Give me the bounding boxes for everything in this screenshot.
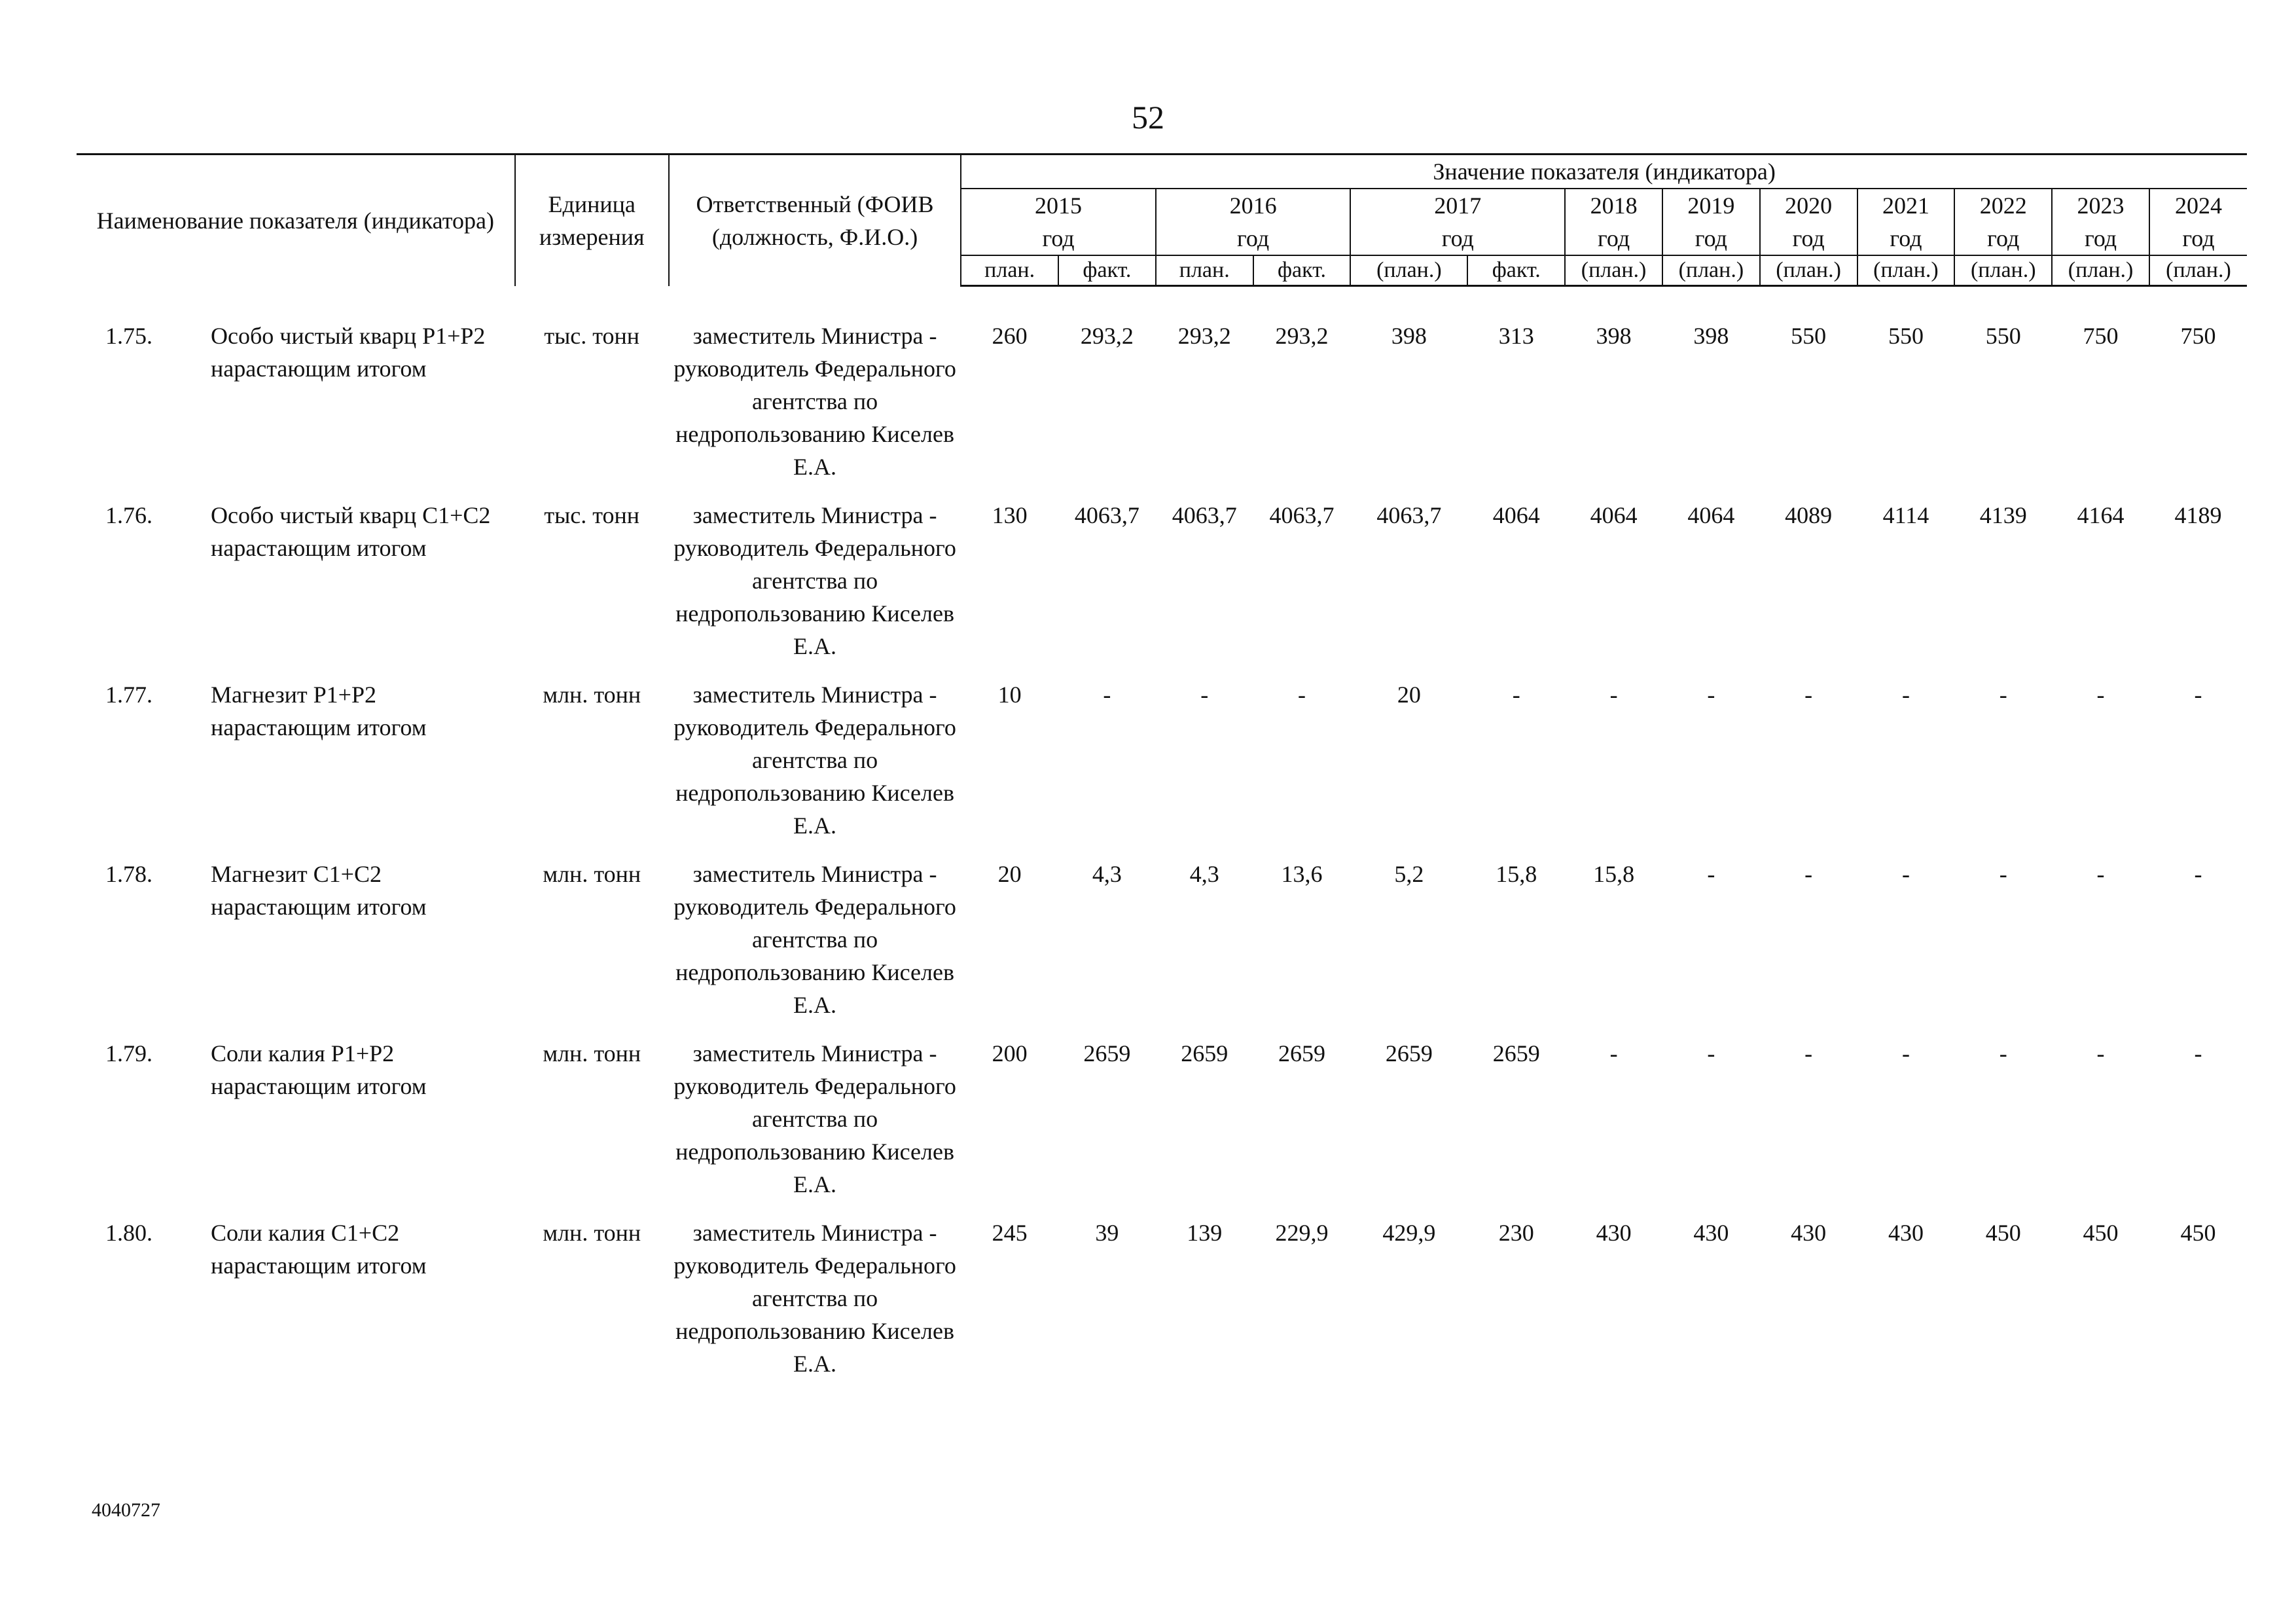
row-number: 1.79.	[105, 1040, 152, 1067]
value-cell: -	[2194, 682, 2202, 708]
value-cell: 2659	[1083, 1040, 1131, 1067]
page-number: 52	[1132, 99, 1164, 136]
value-cell: 2659	[1492, 1040, 1540, 1067]
value-cell: 230	[1498, 1220, 1534, 1246]
value-cell: -	[1707, 861, 1715, 887]
value-cell: -	[1901, 1040, 1910, 1067]
header-year-2022: 2022 год	[1954, 189, 2052, 255]
subheader-cell: факт.	[1058, 255, 1156, 286]
value-cell: 13,6	[1281, 861, 1323, 887]
responsible-cell: заместитель Министра - руководитель Федерального агентства по недропользованию Киселев Е.А.	[673, 1040, 956, 1197]
value-cell: -	[1103, 682, 1111, 708]
value-cell: 130	[992, 502, 1028, 528]
header-responsible	[669, 155, 961, 286]
value-cell: -	[2194, 861, 2202, 887]
value-cell: 260	[992, 323, 1028, 349]
header-year-2024: 2024 год	[2149, 189, 2247, 255]
value-cell: 200	[992, 1040, 1028, 1067]
value-cell: 398	[1596, 323, 1632, 349]
value-cell: 4063,7	[1269, 502, 1335, 528]
value-cell: 2659	[1278, 1040, 1326, 1067]
value-cell: 4114	[1882, 502, 1929, 528]
table-row	[77, 499, 2247, 678]
value-cell: 4063,7	[1172, 502, 1237, 528]
subheader-cell: (план.)	[1857, 255, 1955, 286]
header-unit-text: Единица измерения	[539, 191, 645, 250]
value-cell: 2659	[1385, 1040, 1433, 1067]
value-cell: -	[1901, 682, 1910, 708]
subheader-cell: (план.)	[1760, 255, 1857, 286]
value-cell: 430	[1888, 1220, 1924, 1246]
value-cell: 15,8	[1593, 861, 1635, 887]
header-year-2016: 2016 год	[1156, 189, 1351, 255]
value-cell: 4064	[1687, 502, 1735, 528]
indicator-name: Соли калия P1+P2 нарастающим итогом	[211, 1040, 427, 1099]
header-name	[77, 155, 515, 286]
row-number: 1.78.	[105, 861, 152, 887]
responsible-cell: заместитель Министра - руководитель Федерального агентства по недропользованию Киселев Е.А.	[673, 502, 956, 659]
header-responsible-text: Ответственный (ФОИВ (должность, Ф.И.О.)	[696, 191, 934, 250]
unit-cell: млн. тонн	[543, 861, 641, 887]
indicator-name: Соли калия C1+C2 нарастающим итогом	[211, 1220, 427, 1279]
value-cell: 20	[1397, 682, 1421, 708]
subheader-cell: факт.	[1253, 255, 1351, 286]
value-cell: 550	[1791, 323, 1827, 349]
subheader-cell: факт.	[1467, 255, 1565, 286]
value-cell: 313	[1498, 323, 1534, 349]
value-cell: -	[2096, 1040, 2105, 1067]
unit-cell: тыс. тонн	[544, 502, 640, 528]
value-cell: -	[2194, 1040, 2202, 1067]
value-cell: 430	[1596, 1220, 1632, 1246]
value-cell: 398	[1693, 323, 1729, 349]
header-year-2017: 2017 год	[1350, 189, 1565, 255]
value-cell: 5,2	[1394, 861, 1424, 887]
value-cell: 398	[1391, 323, 1427, 349]
row-number: 1.76.	[105, 502, 152, 528]
value-cell: -	[1999, 682, 2007, 708]
value-cell: 293,2	[1080, 323, 1134, 349]
value-cell: 450	[2083, 1220, 2119, 1246]
value-cell: -	[1999, 861, 2007, 887]
value-cell: 750	[2083, 323, 2119, 349]
value-cell: 4064	[1590, 502, 1638, 528]
value-cell: 430	[1693, 1220, 1729, 1246]
value-cell: 15,8	[1496, 861, 1537, 887]
subheader-cell: (план.)	[1350, 255, 1467, 286]
value-cell: 2659	[1181, 1040, 1229, 1067]
value-cell: 4089	[1785, 502, 1833, 528]
responsible-cell: заместитель Министра - руководитель Федерального агентства по недропользованию Киселев Е.А.	[673, 1220, 956, 1377]
table-row	[77, 1037, 2247, 1216]
header-year-2021: 2021 год	[1857, 189, 1955, 255]
value-cell: 750	[2180, 323, 2216, 349]
value-cell: 20	[997, 861, 1022, 887]
value-cell: -	[1804, 861, 1813, 887]
value-cell: 430	[1791, 1220, 1827, 1246]
subheader-cell: (план.)	[2052, 255, 2149, 286]
subheader-cell: план.	[1156, 255, 1253, 286]
value-cell: 39	[1095, 1220, 1119, 1246]
table-body	[77, 286, 2247, 1396]
unit-cell: млн. тонн	[543, 1220, 641, 1246]
table-header	[77, 155, 2247, 286]
table-row	[77, 678, 2247, 858]
header-year-2015: 2015 год	[961, 189, 1156, 255]
value-cell: 450	[2180, 1220, 2216, 1246]
indicator-name: Магнезит C1+C2 нарастающим итогом	[211, 861, 427, 920]
value-cell: -	[1609, 682, 1618, 708]
footer-code: 4040727	[92, 1499, 160, 1521]
subheader-cell: (план.)	[1954, 255, 2052, 286]
subheader-cell: план.	[961, 255, 1058, 286]
header-year-2019: 2019 год	[1662, 189, 1760, 255]
value-cell: 4,3	[1189, 861, 1219, 887]
responsible-cell: заместитель Министра - руководитель Федерального агентства по недропользованию Киселев Е.А.	[673, 682, 956, 839]
row-number: 1.77.	[105, 682, 152, 708]
value-cell: -	[1512, 682, 1520, 708]
responsible-cell: заместитель Министра - руководитель Федерального агентства по недропользованию Киселев Е.А.	[673, 323, 956, 480]
value-cell: -	[1707, 682, 1715, 708]
value-cell: -	[1200, 682, 1209, 708]
header-year-2018: 2018 год	[1565, 189, 1662, 255]
subheader-cell: (план.)	[2149, 255, 2247, 286]
value-cell: 4,3	[1092, 861, 1122, 887]
value-cell: -	[2096, 861, 2105, 887]
row-number: 1.80.	[105, 1220, 152, 1246]
unit-cell: млн. тонн	[543, 1040, 641, 1067]
header-unit	[515, 155, 669, 286]
value-cell: 4063,7	[1376, 502, 1442, 528]
header-values-group: Значение показателя (индикатора)	[961, 155, 2247, 189]
indicator-table	[77, 153, 2247, 1396]
responsible-cell: заместитель Министра - руководитель Федерального агентства по недропользованию Киселев Е.А.	[673, 861, 956, 1018]
value-cell: 229,9	[1275, 1220, 1329, 1246]
value-cell: 4063,7	[1074, 502, 1139, 528]
value-cell: -	[1901, 861, 1910, 887]
value-cell: -	[1609, 1040, 1618, 1067]
header-year-2023: 2023 год	[2052, 189, 2149, 255]
value-cell: 450	[1985, 1220, 2021, 1246]
header-year-2020: 2020 год	[1760, 189, 1857, 255]
value-cell: 550	[1888, 323, 1924, 349]
value-cell: 245	[992, 1220, 1028, 1246]
value-cell: 429,9	[1382, 1220, 1436, 1246]
indicator-name: Магнезит P1+P2 нарастающим итогом	[211, 682, 427, 740]
value-cell: 4164	[2077, 502, 2125, 528]
value-cell: -	[1999, 1040, 2007, 1067]
value-cell: 10	[997, 682, 1022, 708]
table-row	[77, 1216, 2247, 1396]
value-cell: -	[1707, 1040, 1715, 1067]
unit-cell: млн. тонн	[543, 682, 641, 708]
indicator-name: Особо чистый кварц C1+C2 нарастающим итогом	[211, 502, 491, 561]
value-cell: 4189	[2174, 502, 2222, 528]
value-cell: -	[2096, 682, 2105, 708]
row-number: 1.75.	[105, 323, 152, 349]
value-cell: 550	[1985, 323, 2021, 349]
header-name-text: Наименование показателя (индикатора)	[96, 207, 494, 234]
value-cell: 4139	[1979, 502, 2027, 528]
value-cell: -	[1804, 682, 1813, 708]
value-cell: 293,2	[1275, 323, 1329, 349]
indicator-name: Особо чистый кварц P1+P2 нарастающим итогом	[211, 323, 486, 382]
value-cell: -	[1298, 682, 1306, 708]
value-cell: 139	[1187, 1220, 1223, 1246]
value-cell: 4064	[1492, 502, 1540, 528]
unit-cell: тыс. тонн	[544, 323, 640, 349]
table-row	[77, 858, 2247, 1037]
subheader-cell: (план.)	[1565, 255, 1662, 286]
value-cell: 293,2	[1177, 323, 1231, 349]
subheader-cell: (план.)	[1662, 255, 1760, 286]
value-cell: -	[1804, 1040, 1813, 1067]
table-row	[77, 319, 2247, 499]
